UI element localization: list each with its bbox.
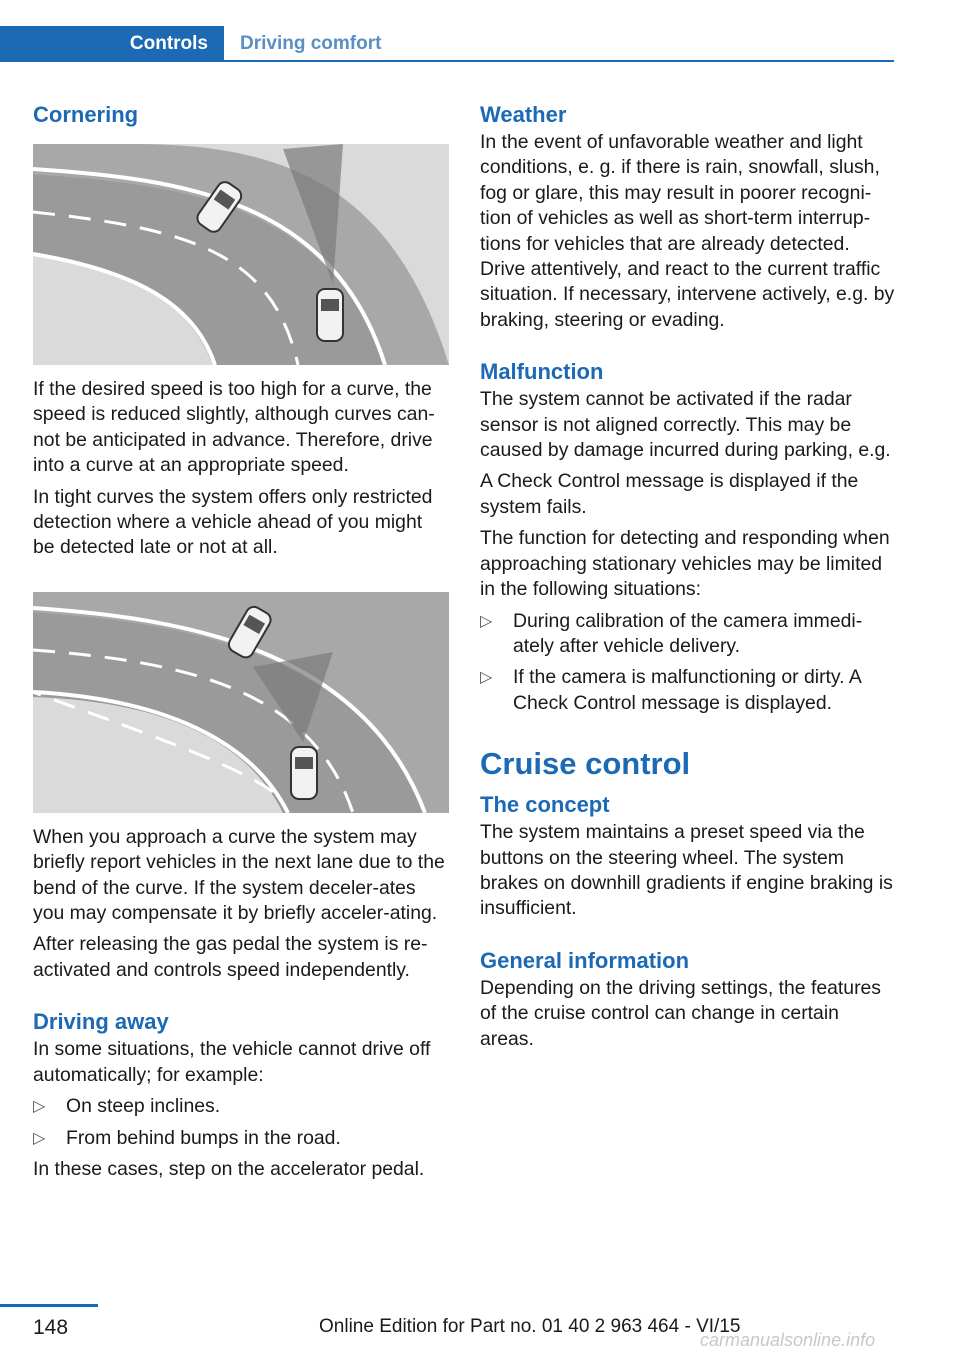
bullet-triangle-icon: ▷	[480, 612, 493, 630]
left-column	[33, 100, 449, 1182]
cornering-paragraph-1: If the desired speed is too high for a curve, the speed is reduced slightly, although curves can-not be anticipated in advance. Therefore, drive into a curve at an appropriate speed.	[33, 378, 435, 477]
right-column	[480, 100, 898, 1052]
lane-paragraph-1: When you approach a curve the system may briefly report vehicles in the next lane due to the bend of the curve. If the system deceler-ates you may compensate it by briefly acceler-ating.	[33, 825, 445, 925]
malfunction-paragraph-1: The system cannot be activated if the radar sensor is not aligned correctly. This may be caused by damage incurred during parking, e.g.	[480, 388, 891, 462]
list-item: ▷ During calibration of the camera immedi-ately after vehicle delivery.	[480, 609, 863, 657]
malfunction-paragraph-2: A Check Control message is displayed if the system fails.	[480, 470, 859, 518]
concept-paragraph: The system maintains a preset speed via the buttons on the steering wheel. The system brakes on downhill gradients if engine braking is insufficient.	[480, 821, 893, 920]
lane-paragraph-2: After releasing the gas pedal the system is re-activated and controls speed independently.	[33, 933, 428, 981]
list-item: ▷ On steep inclines.	[33, 1094, 449, 1119]
malfunction-paragraph-3: The function for detecting and responding when approaching stationary vehicles may be limited in the following situations:	[480, 527, 890, 601]
malfunction-list	[480, 609, 898, 717]
cornering-paragraph-2: In tight curves the system offers only restricted detection where a vehicle ahead of you might be detected late or not at all.	[33, 485, 433, 559]
driving-away-list	[33, 1094, 449, 1151]
cornering-illustration	[33, 144, 449, 365]
tab-driving-comfort: Driving comfort	[240, 33, 382, 54]
weather-paragraph: In the event of unfavorable weather and light conditions, e. g. if there is rain, snowfall, slush, fog or glare, this may result in poorer recogni-tion of vehicles as well as short-term interrup-tions for vehicles that are already detected. Drive attentively, and react to the current traffic situation. If necessary, intervene actively, e.g. by braking, steering or evading.	[480, 131, 895, 331]
tab-controls: Controls	[0, 26, 224, 62]
own-car-icon	[317, 289, 343, 341]
general-information-paragraph: Depending on the driving settings, the features of the cruise control can change in certain areas.	[480, 976, 882, 1050]
cornering-heading: Cornering	[33, 102, 139, 127]
malfunction-heading: Malfunction	[480, 359, 604, 385]
driving-away-heading: Driving away	[33, 1009, 169, 1035]
page-number: 148	[33, 1316, 69, 1339]
driving-away-after: In these cases, step on the accelerator pedal.	[33, 1157, 425, 1180]
concept-heading: The concept	[480, 792, 610, 818]
edition-text: Online Edition for Part no. 01 40 2 963 464 - VI/15	[319, 1316, 741, 1337]
watermark: carmanualsonline.info	[700, 1330, 876, 1350]
bullet-triangle-icon: ▷	[480, 669, 493, 687]
weather-heading: Weather	[480, 102, 567, 127]
driving-away-paragraph: In some situations, the vehicle cannot drive off automatically; for example:	[33, 1038, 431, 1086]
bullet-triangle-icon: ▷	[33, 1129, 46, 1147]
page-header	[0, 26, 960, 62]
list-item: ▷ From behind bumps in the road.	[33, 1126, 449, 1151]
list-item: ▷ If the camera is malfunctioning or dirty. A Check Control message is displayed.	[480, 666, 861, 714]
general-information-heading: General information	[480, 947, 690, 973]
header-rule	[224, 60, 894, 62]
footer-rule	[0, 1304, 98, 1307]
own-car-icon	[291, 747, 317, 799]
cruise-control-heading: Cruise control	[480, 746, 691, 782]
adjacent-lane-illustration	[33, 592, 449, 813]
bullet-triangle-icon: ▷	[33, 1098, 46, 1116]
